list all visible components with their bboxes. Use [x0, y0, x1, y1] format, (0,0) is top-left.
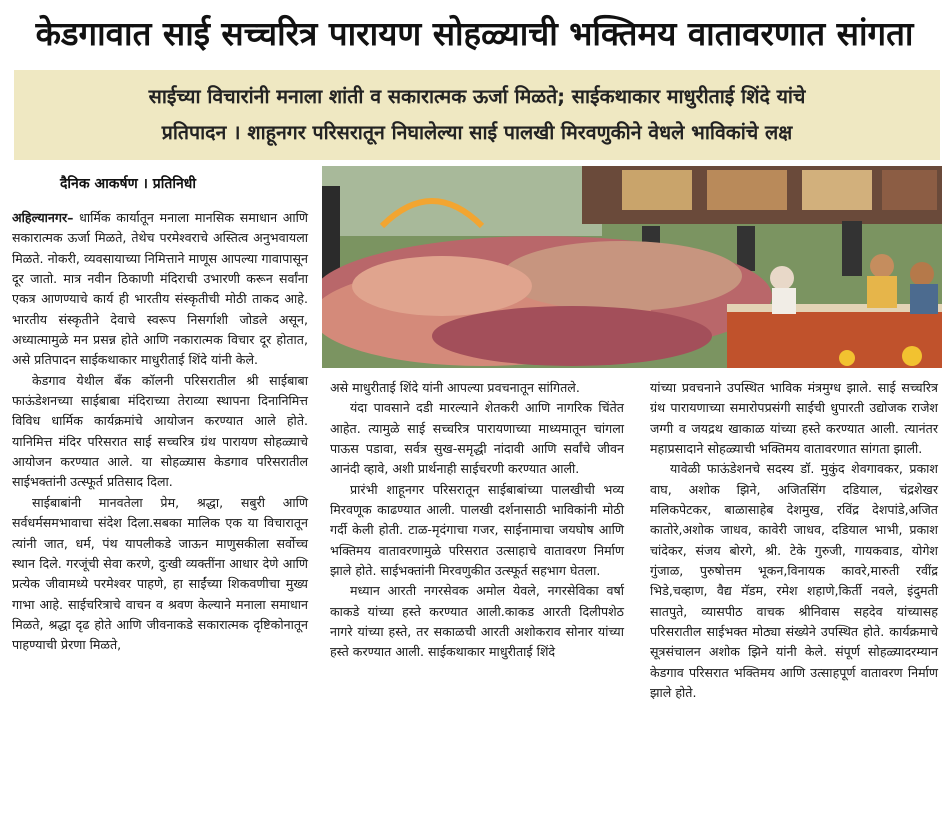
subheadline-line-2: प्रतिपादन । शाहूनगर परिसरातून निघालेल्या साई पालखी मिरवणुकीने वेधले भाविकांचे लक्ष [161, 121, 793, 144]
article-column-1 [12, 208, 308, 656]
event-photo-illustration [322, 166, 942, 368]
article-column-2 [330, 378, 624, 663]
column-2-paragraph-1: असे माधुरीताई शिंदे यांनी आपल्या प्रवचनातून सांगितले. [330, 380, 580, 395]
dateline: अहिल्यानगर– [12, 210, 74, 225]
column-2-paragraph-4: मध्यान आरती नगरसेवक अमोल येवले, नगरसेविका वर्षा काकडे यांच्या हस्ते करण्यात आली.काकड आरती दिलीपशेठ नागरे यांच्या हस्ते, तर सकाळची आरती अशोकराव सोनार यांच्या हस्ते करण्यात आली. साईकथाकार माधुरीताई शिंदे [330, 583, 624, 660]
subheadline-box [14, 70, 940, 160]
byline: दैनिक आकर्षण । प्रतिनिधी [60, 176, 196, 192]
column-1-paragraph-1 [12, 208, 308, 371]
event-photo [322, 166, 942, 368]
column-3-paragraph-2: यावेळी फाऊंडेशनचे सदस्य डॉ. मुकुंद शेवगावकर, प्रकाश वाघ, अशोक झिने, अजितसिंग दडियाल, चंद्रशेखर मलिकपेटकर, बाळासाहेब देशमुख, रविंद्र देशपांडे,अजित कातोरे,अशोक जाधव, कावेरी जाधव, दडियाल भाभी, प्रकाश चांदेकर, संजय बोरगे, श्री. टेके गुरुजी, गायकवाड, योगेश गुंजाळ, पुरुषोत्तम भूकन,विनायक कावरे,मारुती रवींद्र भिडे,चव्हाण, वैद्य मॅडम, रमेश शहाणे,किर्ती नवले, इंदुमती सातपुते, व्यासपीठ वाचक श्रीनिवास सहदेव यांच्यासह परिसरातील साईभक्त मोठ्या संख्येने उपस्थित होते. कार्यक्रमाचे सूत्रसंचालन अशोक झिने यांनी केले. संपूर्ण सोहळ्यादरम्यान केडगाव परिसरात भक्तिमय आणि उत्साहपूर्ण वातावरण निर्माण झाले होते. [650, 461, 938, 701]
column-1-paragraph-3: साईबाबांनी मानवतेला प्रेम, श्रद्धा, सबुरी आणि सर्वधर्मसमभावाचा संदेश दिला.सबका मालिक एक या विचारातून त्यांनी जात, धर्म, पंथ यापलीकडे जाऊन माणुसकीला सर्वोच्च स्थान दिले. गरजूंची सेवा करणे, दुःखी व्यक्तींना आधार देणे आणि प्रत्येक जीवामध्ये परमेश्वर पाहणे, हा साईंच्या शिकवणीचा मुख्य गाभा आहे. साईचरित्राचे वाचन व श्रवण केल्याने मनाला समाधान मिळते, श्रद्धा दृढ होते आणि जीवनाकडे सकारात्मक दृष्टिकोनातून पाहण्याची प्रेरणा मिळते, [12, 494, 308, 653]
subheadline-line-1: साईच्या विचारांनी मनाला शांती व सकारात्मक ऊर्जा मिळते; साईकथाकार माधुरीताई शिंदे यांचे [148, 85, 806, 108]
column-2-paragraph-2: यंदा पावसाने दडी मारल्याने शेतकरी आणि नागरिक चिंतेत आहेत. त्यामुळे साई सच्चरित्र पारायणाच्या माध्यमातून चांगला पाऊस पडावा, सर्वत्र सुख-समृद्धी नांदावी आणि सर्वांचे जीवन आनंदी व्हावे, अशी प्रार्थनाही साईचरणी करण्यात आली. [330, 400, 624, 477]
column-1-paragraph-1-text: धार्मिक कार्यातून मनाला मानसिक समाधान आणि सकारात्मक ऊर्जा मिळते, तेथेच परमेश्वराचे अस्तित्व अनुभवायला मिळते. नोकरी, व्यवसायाच्या निमित्ताने माणूस आपल्या गावापासून दूर जातो. मात्र नवीन ठिकाणी मंदिराची उभारणी करून सर्वांना एकत्र आणण्याचे कार्य ही भारतीय संस्कृतीची मोठी ताकद आहे. भारतीय संस्कृतीने देवाचे स्वरूप निसर्गाशी जोडले असून, अध्यात्मामुळे मन प्रसन्न होते आणि नकारात्मक विचार दूर होतात, असे प्रतिपादन साईकथाकार माधुरीताई शिंदे यांनी केले. [12, 210, 308, 368]
column-3-paragraph-1: यांच्या प्रवचनाने उपस्थित भाविक मंत्रमुग्ध झाले. साई सच्चरित्र ग्रंथ पारायणाच्या समारोपप्रसंगी साईची धुपारती उद्योजक राजेश जग्गी व जयद्रथ खाकाळ यांच्या हस्ते करण्यात आली. त्यानंतर महाप्रसादाने सोहळ्याची भक्तिमय वातावरणात सांगता झाली. [650, 380, 938, 457]
column-2-paragraph-3: प्रारंभी शाहूनगर परिसरातून साईबाबांच्या पालखीची भव्य मिरवणूक काढण्यात आली. पालखी दर्शनासाठी भाविकांनी मोठी गर्दी केली होती. टाळ-मृदंगाचा गजर, साईनामाचा जयघोष आणि भक्तिमय वातावरणामुळे परिसरात उत्साहाचे वातावरण निर्माण झाले होते. साईभक्तांनी मिरवणुकीत उत्स्फूर्त सहभाग घेतला. [330, 481, 624, 579]
article-column-3 [650, 378, 938, 704]
headline: केडगावात साई सच्चरित्र पारायण सोहळ्याची भक्तिमय वातावरणात सांगता [35, 13, 914, 53]
column-1-paragraph-2: केडगाव येथील बँक कॉलनी परिसरातील श्री साईबाबा फाऊंडेशनच्या साईबाबा मंदिराच्या तेराव्या स्थापना दिनानिमित्त विविध धार्मिक कार्यक्रमांचे आयोजन करण्यात आले होते. यानिमित्त मंदिर परिसरात साई सच्चरित्र ग्रंथ पारायण सोहळ्याचे आयोजन करण्यात आले. या सोहळ्यास केडगाव परिसरातील साईभक्तांनी उत्स्फूर्त प्रतिसाद दिला. [12, 372, 308, 490]
